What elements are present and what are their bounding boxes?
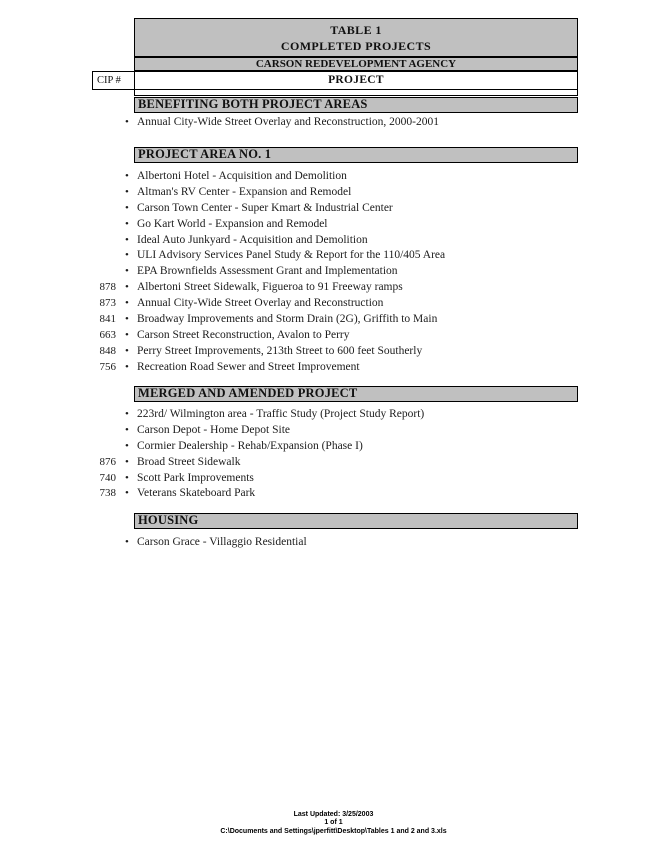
item-text: Annual City-Wide Street Overlay and Reconstruction — [137, 297, 384, 310]
item-text: Veterans Skateboard Park — [137, 487, 256, 500]
cip-number: 878 — [99, 281, 116, 294]
cip-number: 740 — [99, 471, 116, 484]
bullet-icon: • — [125, 217, 129, 230]
cip-number: 663 — [99, 328, 116, 341]
item-text: Carson Grace - Villaggio Residential — [137, 536, 307, 548]
bullet-icon: • — [125, 360, 129, 373]
footer-last-updated: Last Updated: 3/25/2003 — [293, 811, 374, 818]
section-items-benefiting — [0, 115, 667, 131]
section-heading-project-area-no-1: PROJECT AREA NO. 1 — [134, 147, 578, 163]
bullet-icon: • — [125, 233, 129, 246]
bullet-icon: • — [125, 455, 129, 468]
item-text: Broadway Improvements and Storm Drain (2G), Griffith to Main — [137, 313, 438, 326]
item-text: 223rd/ Wilmington area - Traffic Study (Project Study Report) — [137, 408, 425, 420]
item-text: Albertoni Street Sidewalk, Figueroa to 91 Freeway ramps — [137, 281, 403, 294]
bullet-icon: • — [125, 487, 129, 500]
list-item — [0, 233, 667, 249]
section-heading-merged-and-amended-project: MERGED AND AMENDED PROJECT — [134, 386, 578, 402]
list-item — [0, 423, 667, 439]
list-item — [0, 455, 667, 471]
cip-number: 873 — [99, 297, 116, 310]
item-text: Carson Depot - Home Depot Site — [137, 423, 290, 436]
section-items-housing — [0, 535, 667, 551]
item-text: Carson Town Center - Super Kmart & Industrial Center — [137, 201, 393, 214]
list-item — [0, 169, 667, 185]
bullet-icon: • — [125, 201, 129, 214]
section-heading-housing: HOUSING — [134, 513, 578, 529]
list-item — [0, 471, 667, 487]
list-item — [0, 115, 667, 131]
cip-number: 848 — [99, 344, 116, 357]
cip-column-header: CIP # — [92, 71, 135, 90]
item-text: Albertoni Hotel - Acquisition and Demolition — [137, 170, 347, 182]
list-item — [0, 201, 667, 217]
table-title-box — [134, 18, 578, 57]
list-item — [0, 535, 667, 551]
footer-file-path: C:\Documents and Settings\jperfitt\Desktop\Tables 1 and 2 and 3.xls — [220, 828, 447, 835]
item-text: Annual City-Wide Street Overlay and Reconstruction, 2000-2001 — [137, 116, 439, 128]
section-items-project-area-1 — [0, 169, 667, 376]
cip-number: 738 — [99, 487, 116, 500]
project-column-header: PROJECT — [134, 71, 578, 90]
spacer-row — [134, 90, 578, 96]
list-item — [0, 360, 667, 376]
item-text: Carson Street Reconstruction, Avalon to Perry — [137, 328, 350, 341]
item-text: Scott Park Improvements — [137, 471, 254, 484]
item-text: Altman's RV Center - Expansion and Remodel — [137, 185, 352, 198]
item-text: Ideal Auto Junkyard - Acquisition and Demolition — [137, 233, 368, 246]
item-text: EPA Brownfields Assessment Grant and Implementation — [137, 265, 398, 278]
item-text: Cormier Dealership - Rehab/Expansion (Phase I) — [137, 439, 363, 452]
list-item — [0, 248, 667, 264]
cip-number: 756 — [99, 360, 116, 373]
list-item — [0, 486, 667, 502]
item-text: ULI Advisory Services Panel Study & Report for the 110/405 Area — [137, 249, 446, 262]
bullet-icon: • — [125, 249, 129, 262]
list-item — [0, 439, 667, 455]
list-item — [0, 312, 667, 328]
bullet-icon: • — [125, 313, 129, 326]
cip-number: 876 — [99, 455, 116, 468]
bullet-icon: • — [125, 423, 129, 436]
section-heading-benefiting-both-project-areas: BENEFITING BOTH PROJECT AREAS — [134, 97, 578, 113]
item-text: Perry Street Improvements, 213th Street to 600 feet Southerly — [137, 344, 423, 357]
bullet-icon: • — [125, 439, 129, 452]
list-item — [0, 280, 667, 296]
bullet-icon: • — [125, 116, 129, 128]
list-item — [0, 185, 667, 201]
bullet-icon: • — [125, 471, 129, 484]
bullet-icon: • — [125, 170, 129, 182]
bullet-icon: • — [125, 185, 129, 198]
item-text: Go Kart World - Expansion and Remodel — [137, 217, 328, 230]
table-title: TABLE 1 — [330, 23, 382, 37]
bullet-icon: • — [125, 281, 129, 294]
footer-page-number: 1 of 1 — [324, 819, 343, 826]
cip-number: 841 — [99, 313, 116, 326]
bullet-icon: • — [125, 328, 129, 341]
bullet-icon: • — [125, 408, 129, 420]
list-item — [0, 344, 667, 360]
section-items-merged — [0, 407, 667, 502]
agency-header: CARSON REDEVELOPMENT AGENCY — [134, 57, 578, 71]
item-text: Broad Street Sidewalk — [137, 455, 241, 468]
list-item — [0, 407, 667, 423]
list-item — [0, 217, 667, 233]
bullet-icon: • — [125, 297, 129, 310]
list-item — [0, 328, 667, 344]
item-text: Recreation Road Sewer and Street Improvement — [137, 360, 360, 373]
list-item — [0, 296, 667, 312]
table-subtitle: COMPLETED PROJECTS — [280, 39, 432, 53]
list-item — [0, 264, 667, 280]
bullet-icon: • — [125, 265, 129, 278]
bullet-icon: • — [125, 536, 129, 548]
bullet-icon: • — [125, 344, 129, 357]
